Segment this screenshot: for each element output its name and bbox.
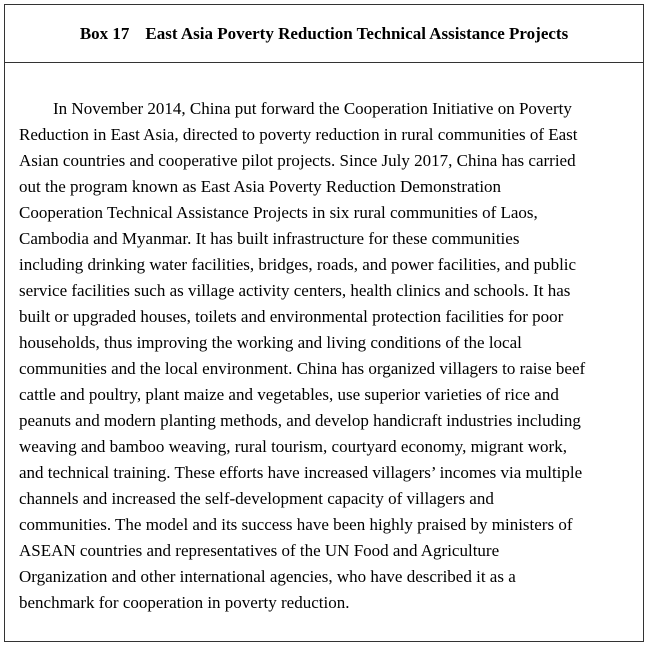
paragraph-line: households, thus improving the working and living conditions of the local	[19, 333, 522, 352]
paragraph-line: including drinking water facilities, bridges, roads, and power facilities, and public	[19, 255, 577, 274]
box-title-text: East Asia Poverty Reduction Technical Assistance Projects	[145, 23, 569, 43]
paragraph-line: out the program known as East Asia Poverty Reduction Demonstration	[19, 177, 502, 196]
paragraph-line: communities. The model and its success have been highly praised by ministers of	[19, 515, 573, 534]
paragraph-line: Cooperation Technical Assistance Projects in six rural communities of Laos,	[19, 203, 538, 222]
paragraph-line: cattle and poultry, plant maize and vegetables, use superior varieties of rice and	[19, 385, 559, 404]
paragraph-line: communities and the local environment. China has organized villagers to raise beef	[19, 359, 586, 378]
paragraph-line: Cambodia and Myanmar. It has built infrastructure for these communities	[19, 229, 520, 248]
paragraph-line: Asian countries and cooperative pilot projects. Since July 2017, China has carried	[19, 151, 576, 170]
paragraph-line: channels and increased the self-development capacity of villagers and	[19, 489, 494, 508]
text-box	[4, 4, 644, 642]
box-title	[80, 24, 568, 44]
paragraph-line: Reduction in East Asia, directed to poverty reduction in rural communities of East	[19, 125, 578, 144]
paragraph-line: Organization and other international agencies, who have described it as a	[19, 567, 516, 586]
paragraph-line: and technical training. These efforts have increased villagers’ incomes via multiple	[19, 463, 583, 482]
paragraph-line: peanuts and modern planting methods, and develop handicraft industries including	[19, 411, 581, 430]
paragraph-line: ASEAN countries and representatives of the UN Food and Agriculture	[19, 541, 500, 560]
box-number: Box 17	[79, 23, 130, 43]
paragraph-line: benchmark for cooperation in poverty reduction.	[19, 593, 350, 612]
paragraph-line: weaving and bamboo weaving, rural tourism, courtyard economy, migrant work,	[19, 437, 567, 456]
paragraph-line: built or upgraded houses, toilets and environmental protection facilities for poor	[19, 307, 564, 326]
paragraph-line: In November 2014, China put forward the Cooperation Initiative on Poverty	[53, 99, 572, 118]
box-header	[5, 5, 643, 63]
paragraph-line: service facilities such as village activity centers, health clinics and schools. It has	[19, 281, 571, 300]
box-body	[19, 96, 639, 616]
